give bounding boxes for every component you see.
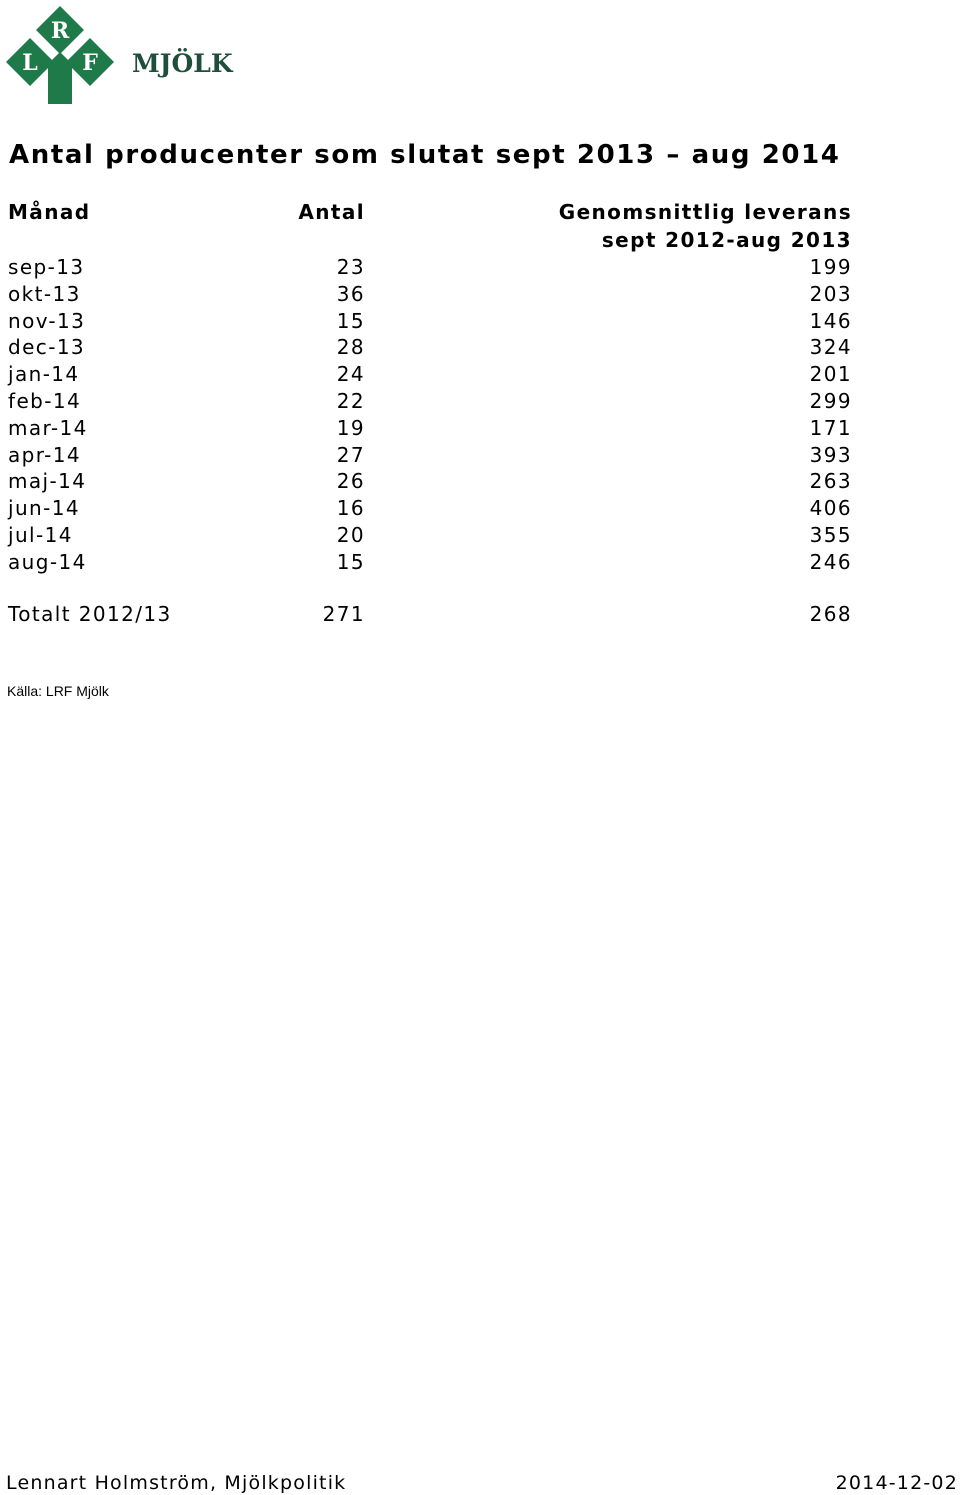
row-month: apr-14 — [8, 442, 81, 467]
row-month: aug-14 — [8, 549, 87, 574]
row-delivery: 201 — [809, 362, 852, 387]
row-count: 20 — [336, 523, 365, 547]
row-delivery: 203 — [809, 281, 852, 306]
row-count: 16 — [336, 496, 365, 521]
svg-text:R: R — [50, 18, 70, 44]
row-month: okt-13 — [8, 281, 81, 306]
table-row — [0, 255, 960, 281]
row-count: 27 — [336, 442, 365, 467]
row-delivery: 246 — [809, 549, 852, 574]
row-month: jan-14 — [8, 362, 80, 387]
total-count: 271 — [322, 602, 365, 626]
logo-graphic — [2, 6, 242, 106]
row-month: nov-13 — [8, 308, 86, 333]
row-count: 24 — [336, 362, 365, 387]
table-row — [0, 416, 960, 442]
row-month: dec-13 — [8, 335, 86, 360]
row-month: feb-14 — [8, 389, 82, 413]
row-count: 36 — [336, 281, 365, 306]
table-row — [0, 443, 960, 469]
header-count: Antal — [298, 200, 365, 224]
row-delivery: 406 — [809, 496, 852, 521]
table-row — [0, 362, 960, 388]
row-delivery: 393 — [809, 442, 852, 467]
footer-date: 2014-12-02 — [835, 1472, 958, 1494]
row-month: jun-14 — [8, 496, 80, 521]
row-month: jul-14 — [8, 523, 73, 547]
table-row — [0, 389, 960, 415]
row-count: 15 — [336, 549, 365, 574]
table-row — [0, 469, 960, 495]
row-month: maj-14 — [8, 469, 87, 494]
table-row — [0, 550, 960, 576]
header-delivery: Genomsnittlig leverans — [558, 200, 852, 224]
row-delivery: 146 — [809, 308, 852, 333]
table-row — [0, 282, 960, 308]
source-note: Källa: LRF Mjölk — [7, 683, 109, 699]
header-month: Månad — [8, 200, 91, 224]
row-count: 23 — [336, 255, 365, 279]
total-label: Totalt 2012/13 — [8, 602, 172, 626]
svg-text:F: F — [82, 50, 98, 76]
row-month: sep-13 — [8, 255, 85, 279]
total-delivery: 268 — [809, 602, 852, 626]
row-count: 19 — [336, 415, 365, 440]
row-delivery: 355 — [809, 523, 852, 547]
table-total-row — [0, 602, 960, 628]
svg-text:MJÖLK: MJÖLK — [132, 49, 233, 78]
row-count: 26 — [336, 469, 365, 494]
row-count: 22 — [336, 389, 365, 413]
header-delivery-period: sept 2012-aug 2013 — [601, 228, 852, 252]
row-delivery: 199 — [809, 255, 852, 279]
row-month: mar-14 — [8, 415, 88, 440]
table-row — [0, 335, 960, 361]
table-row — [0, 309, 960, 335]
row-count: 28 — [336, 335, 365, 360]
table-row — [0, 523, 960, 549]
table-header-row-2 — [0, 228, 960, 254]
row-delivery: 299 — [809, 389, 852, 413]
table-row — [0, 496, 960, 522]
footer-author: Lennart Holmström, Mjölkpolitik — [6, 1472, 347, 1494]
svg-text:L: L — [22, 50, 38, 76]
table-header-row — [0, 200, 960, 226]
row-delivery: 324 — [809, 335, 852, 360]
lrf-mjolk-logo — [2, 6, 242, 106]
row-delivery: 171 — [809, 415, 852, 440]
row-delivery: 263 — [809, 469, 852, 494]
page-title: Antal producenter som slutat sept 2013 – aug 2014 — [9, 140, 841, 170]
row-count: 15 — [336, 308, 365, 333]
